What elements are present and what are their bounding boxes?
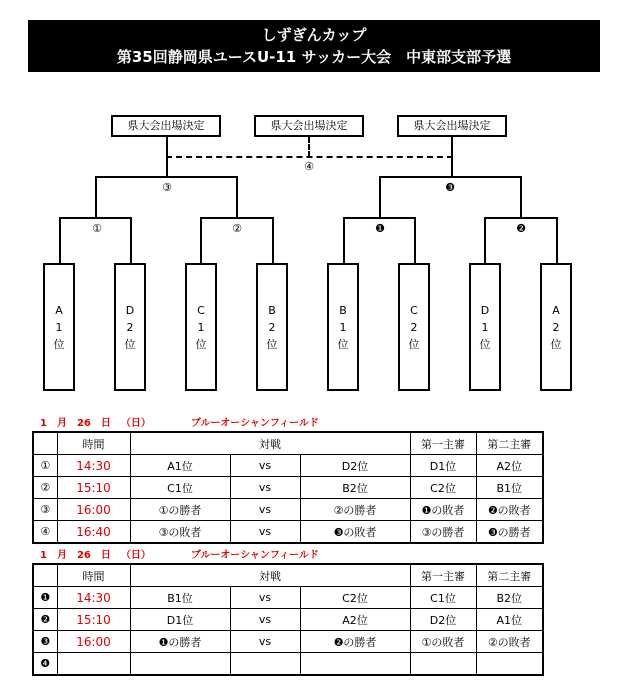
table-cell: 対戦 <box>130 432 410 455</box>
text-fragment: 26 <box>76 550 91 561</box>
text-fragment: 2 <box>126 320 134 334</box>
table-row <box>33 653 543 676</box>
table-header-row <box>33 564 543 587</box>
text-fragment: 日 <box>100 550 111 561</box>
table-cell: D1位 <box>130 609 230 631</box>
table-cell: D2位 <box>300 455 410 477</box>
text-fragment: 1 <box>197 320 205 334</box>
team-box-b1 <box>327 263 359 391</box>
table-cell: B1位 <box>476 477 543 499</box>
bracket-line <box>343 217 345 263</box>
text-fragment: （日） <box>120 418 151 429</box>
table-cell: ③の敗者 <box>130 521 230 544</box>
table-cell: 16:40 <box>57 521 130 544</box>
text-fragment: 月 <box>56 550 67 561</box>
table-cell <box>57 653 130 676</box>
qualify-box-right: 県大会出場決定 <box>397 115 507 137</box>
table-cell: 第一主審 <box>410 564 476 587</box>
table-row <box>33 609 543 631</box>
text-fragment: A <box>55 303 63 317</box>
table-cell <box>130 653 230 676</box>
match-label-2: ② <box>232 222 242 235</box>
text-fragment: 月 <box>56 418 67 429</box>
text-fragment: 2 <box>268 320 276 334</box>
table-cell: 16:00 <box>57 631 130 653</box>
table-cell: C2位 <box>300 587 410 609</box>
table-cell: A1位 <box>476 609 543 631</box>
table-header-row <box>33 432 543 455</box>
text-fragment: 位 <box>550 337 562 351</box>
table-cell: ④ <box>33 521 57 544</box>
table-cell: ❶ <box>33 587 57 609</box>
text-fragment: 位 <box>266 337 278 351</box>
table-cell: ❸ <box>33 631 57 653</box>
schedule-table-1 <box>32 431 544 544</box>
team-box-b2 <box>256 263 288 391</box>
text-fragment: B <box>268 303 276 317</box>
text-fragment: A <box>552 303 560 317</box>
table-cell: C1位 <box>410 587 476 609</box>
text-fragment: 1 <box>55 320 63 334</box>
text-fragment: 26 <box>76 418 91 429</box>
bracket-line <box>343 217 416 219</box>
venue-name: ブルーオーシャンフィールド <box>190 550 319 561</box>
table-cell: ① <box>33 455 57 477</box>
table-cell: 時間 <box>57 432 130 455</box>
table-cell: 16:00 <box>57 499 130 521</box>
bracket-line <box>200 217 202 263</box>
table-cell: D2位 <box>410 609 476 631</box>
table-cell: 時間 <box>57 564 130 587</box>
title-line-2: 第35回静岡県ユースU-11 サッカー大会 中東部支部予選 <box>116 48 512 66</box>
table-cell: A2位 <box>476 455 543 477</box>
bracket-line <box>130 217 132 263</box>
match-label-2b: ❷ <box>516 222 526 235</box>
table-cell: 第一主審 <box>410 432 476 455</box>
text-fragment: 1 <box>40 550 47 561</box>
table-cell: ❷の勝者 <box>300 631 410 653</box>
team-box-c1 <box>185 263 217 391</box>
table-cell: ❶の敗者 <box>410 499 476 521</box>
team-box-d2 <box>114 263 146 391</box>
bracket-line <box>59 217 61 263</box>
bracket-line <box>379 176 522 178</box>
schedule-table-2 <box>32 563 544 676</box>
text-fragment: 位 <box>337 337 349 351</box>
table-cell: 15:10 <box>57 609 130 631</box>
table-cell <box>476 653 543 676</box>
qualify-box-left: 県大会出場決定 <box>111 115 221 137</box>
match-label-3b: ❸ <box>445 181 455 194</box>
table-cell: ❸の勝者 <box>476 521 543 544</box>
table-cell <box>230 653 300 676</box>
table-cell: ②の勝者 <box>300 499 410 521</box>
table-cell: 14:30 <box>57 455 130 477</box>
table-cell: 14:30 <box>57 587 130 609</box>
team-box-a2 <box>540 263 572 391</box>
table-cell: 第二主審 <box>476 432 543 455</box>
table-cell: vs <box>230 521 300 544</box>
match-label-4: ④ <box>304 160 314 173</box>
match-label-1: ① <box>92 222 102 235</box>
match-label-3: ③ <box>162 181 172 194</box>
venue-name: ブルーオーシャンフィールド <box>190 418 319 429</box>
bracket-dashed-line <box>166 156 168 176</box>
bracket-dashed-line <box>451 156 453 176</box>
bracket-line <box>556 217 558 263</box>
table-cell <box>33 432 57 455</box>
table-cell: B1位 <box>130 587 230 609</box>
text-fragment: 1 <box>40 418 47 429</box>
table-cell: ❷ <box>33 609 57 631</box>
table-cell: B2位 <box>300 477 410 499</box>
table-cell: A2位 <box>300 609 410 631</box>
table-cell: ❹ <box>33 653 57 676</box>
text-fragment: 位 <box>53 337 65 351</box>
bracket-line <box>200 217 274 219</box>
table-cell: 第二主審 <box>476 564 543 587</box>
bracket-dashed-line <box>166 156 453 158</box>
table-cell: B2位 <box>476 587 543 609</box>
text-fragment: 2 <box>552 320 560 334</box>
table-cell: ③ <box>33 499 57 521</box>
text-fragment: D <box>480 303 490 317</box>
table-cell: vs <box>230 631 300 653</box>
bracket-line <box>236 176 238 218</box>
table-cell: 対戦 <box>130 564 410 587</box>
table-cell: ③の勝者 <box>410 521 476 544</box>
text-fragment: 1 <box>481 320 489 334</box>
text-fragment: （日） <box>120 550 151 561</box>
table-cell: A1位 <box>130 455 230 477</box>
bracket-line <box>520 176 522 218</box>
table-cell: ①の敗者 <box>410 631 476 653</box>
text-fragment: C <box>410 303 418 317</box>
text-fragment: C <box>197 303 205 317</box>
table-cell: ❸の敗者 <box>300 521 410 544</box>
qualify-box-center: 県大会出場決定 <box>254 115 364 137</box>
table-row <box>33 455 543 477</box>
table-cell: vs <box>230 455 300 477</box>
table-row <box>33 477 543 499</box>
table-row <box>33 631 543 653</box>
bracket-dashed-line <box>308 137 310 157</box>
table-cell: vs <box>230 477 300 499</box>
title-banner <box>28 20 600 72</box>
text-fragment: 位 <box>124 337 136 351</box>
table-cell: ❷の敗者 <box>476 499 543 521</box>
table-cell <box>300 653 410 676</box>
team-box-d1 <box>469 263 501 391</box>
table-cell: C2位 <box>410 477 476 499</box>
bracket-line <box>379 176 381 218</box>
table-cell: vs <box>230 499 300 521</box>
table-cell: 15:10 <box>57 477 130 499</box>
schedule-date-1 <box>40 414 329 429</box>
table-row <box>33 521 543 544</box>
bracket-line <box>95 176 97 218</box>
table-cell: ❶の勝者 <box>130 631 230 653</box>
text-fragment: 1 <box>339 320 347 334</box>
bracket-line <box>59 217 132 219</box>
table-cell: C1位 <box>130 477 230 499</box>
team-box-a1 <box>43 263 75 391</box>
table-row <box>33 587 543 609</box>
bracket-line <box>272 217 274 263</box>
match-label-1b: ❶ <box>375 222 385 235</box>
table-cell: D1位 <box>410 455 476 477</box>
table-cell: ②の敗者 <box>476 631 543 653</box>
text-fragment: 2 <box>410 320 418 334</box>
team-box-c2 <box>398 263 430 391</box>
schedule-date-2 <box>40 546 329 561</box>
text-fragment: 位 <box>479 337 491 351</box>
text-fragment: 位 <box>408 337 420 351</box>
title-line-1: しずぎんカップ <box>261 26 367 44</box>
text-fragment: 日 <box>100 418 111 429</box>
bracket-line <box>414 217 416 263</box>
table-cell <box>410 653 476 676</box>
text-fragment: D <box>125 303 135 317</box>
table-cell <box>33 564 57 587</box>
bracket-line <box>95 176 238 178</box>
text-fragment: B <box>339 303 347 317</box>
bracket-line <box>484 217 486 263</box>
table-row <box>33 499 543 521</box>
table-cell: vs <box>230 609 300 631</box>
table-cell: vs <box>230 587 300 609</box>
table-cell: ①の勝者 <box>130 499 230 521</box>
text-fragment: 位 <box>195 337 207 351</box>
table-cell: ② <box>33 477 57 499</box>
bracket-line <box>484 217 558 219</box>
